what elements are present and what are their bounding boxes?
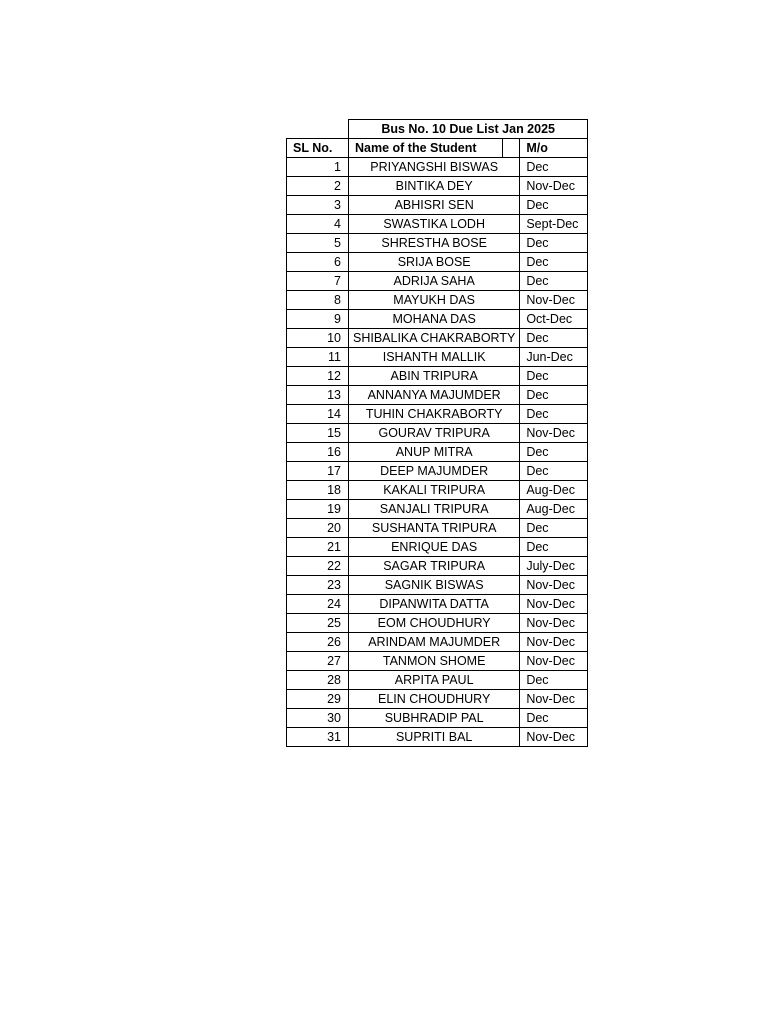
student-name-cell: SUSHANTA TRIPURA — [349, 519, 520, 538]
student-name-cell: DIPANWITA DATTA — [349, 595, 520, 614]
header-spacer-cell — [503, 139, 520, 158]
sl-no-cell: 1 — [287, 158, 349, 177]
blank-title-corner — [287, 120, 349, 139]
table-row — [287, 481, 588, 500]
due-months-cell: Nov-Dec — [520, 652, 588, 671]
due-months-cell: Dec — [520, 709, 588, 728]
sl-no-cell: 15 — [287, 424, 349, 443]
student-name-cell: SHIBALIKA CHAKRABORTY — [349, 329, 520, 348]
student-name-cell: ANUP MITRA — [349, 443, 520, 462]
table-row — [287, 424, 588, 443]
table-row — [287, 519, 588, 538]
student-name-cell: ANNANYA MAJUMDER — [349, 386, 520, 405]
due-months-cell: Aug-Dec — [520, 481, 588, 500]
due-months-cell: July-Dec — [520, 557, 588, 576]
sl-no-cell: 25 — [287, 614, 349, 633]
due-months-cell: Dec — [520, 367, 588, 386]
table-row — [287, 709, 588, 728]
sl-no-cell: 19 — [287, 500, 349, 519]
table-row — [287, 405, 588, 424]
due-months-cell: Dec — [520, 158, 588, 177]
sl-no-cell: 6 — [287, 253, 349, 272]
table-row — [287, 367, 588, 386]
sl-no-cell: 14 — [287, 405, 349, 424]
header-month: M/o — [520, 139, 588, 158]
table-row — [287, 576, 588, 595]
student-name-cell: MOHANA DAS — [349, 310, 520, 329]
header-row — [287, 139, 588, 158]
sl-no-cell: 4 — [287, 215, 349, 234]
sl-no-cell: 20 — [287, 519, 349, 538]
sl-no-cell: 26 — [287, 633, 349, 652]
due-months-cell: Dec — [520, 386, 588, 405]
table-row — [287, 329, 588, 348]
table-row — [287, 538, 588, 557]
due-months-cell: Dec — [520, 405, 588, 424]
table-row — [287, 177, 588, 196]
due-months-cell: Nov-Dec — [520, 728, 588, 747]
due-months-cell: Aug-Dec — [520, 500, 588, 519]
student-name-cell: SHRESTHA BOSE — [349, 234, 520, 253]
table-row — [287, 443, 588, 462]
sl-no-cell: 24 — [287, 595, 349, 614]
sl-no-cell: 8 — [287, 291, 349, 310]
student-name-cell: SANJALI TRIPURA — [349, 500, 520, 519]
table-row — [287, 671, 588, 690]
sl-no-cell: 11 — [287, 348, 349, 367]
due-months-cell: Nov-Dec — [520, 614, 588, 633]
table-row — [287, 633, 588, 652]
due-months-cell: Dec — [520, 462, 588, 481]
sl-no-cell: 31 — [287, 728, 349, 747]
table-row — [287, 234, 588, 253]
sl-no-cell: 10 — [287, 329, 349, 348]
table-row — [287, 614, 588, 633]
student-name-cell: MAYUKH DAS — [349, 291, 520, 310]
student-name-cell: ABIN TRIPURA — [349, 367, 520, 386]
student-name-cell: ABHISRI SEN — [349, 196, 520, 215]
due-months-cell: Sept-Dec — [520, 215, 588, 234]
table-row — [287, 652, 588, 671]
sl-no-cell: 22 — [287, 557, 349, 576]
student-name-cell: DEEP MAJUMDER — [349, 462, 520, 481]
student-name-cell: ISHANTH MALLIK — [349, 348, 520, 367]
sl-no-cell: 23 — [287, 576, 349, 595]
table-row — [287, 690, 588, 709]
student-name-cell: GOURAV TRIPURA — [349, 424, 520, 443]
due-months-cell: Nov-Dec — [520, 576, 588, 595]
student-name-cell: SUBHRADIP PAL — [349, 709, 520, 728]
sl-no-cell: 18 — [287, 481, 349, 500]
student-name-cell: KAKALI TRIPURA — [349, 481, 520, 500]
sl-no-cell: 9 — [287, 310, 349, 329]
due-months-cell: Dec — [520, 329, 588, 348]
table-row — [287, 253, 588, 272]
sl-no-cell: 27 — [287, 652, 349, 671]
student-name-cell: ENRIQUE DAS — [349, 538, 520, 557]
due-months-cell: Dec — [520, 671, 588, 690]
due-months-cell: Dec — [520, 253, 588, 272]
sl-no-cell: 13 — [287, 386, 349, 405]
due-months-cell: Dec — [520, 196, 588, 215]
header-sl-no: SL No. — [287, 139, 349, 158]
due-months-cell: Nov-Dec — [520, 291, 588, 310]
list-title: Bus No. 10 Due List Jan 2025 — [349, 120, 588, 139]
sl-no-cell: 3 — [287, 196, 349, 215]
student-name-cell: BINTIKA DEY — [349, 177, 520, 196]
due-months-cell: Nov-Dec — [520, 633, 588, 652]
student-name-cell: PRIYANGSHI BISWAS — [349, 158, 520, 177]
due-months-cell: Nov-Dec — [520, 424, 588, 443]
student-name-cell: SUPRITI BAL — [349, 728, 520, 747]
due-months-cell: Jun-Dec — [520, 348, 588, 367]
sl-no-cell: 29 — [287, 690, 349, 709]
due-months-cell: Dec — [520, 443, 588, 462]
table-row — [287, 500, 588, 519]
student-name-cell: TUHIN CHAKRABORTY — [349, 405, 520, 424]
student-name-cell: ADRIJA SAHA — [349, 272, 520, 291]
sl-no-cell: 12 — [287, 367, 349, 386]
student-rows — [287, 158, 588, 747]
student-name-cell: ARPITA PAUL — [349, 671, 520, 690]
student-name-cell: SAGAR TRIPURA — [349, 557, 520, 576]
table-row — [287, 595, 588, 614]
due-months-cell: Dec — [520, 272, 588, 291]
student-name-cell: ELIN CHOUDHURY — [349, 690, 520, 709]
sl-no-cell: 16 — [287, 443, 349, 462]
due-months-cell: Dec — [520, 538, 588, 557]
due-months-cell: Dec — [520, 519, 588, 538]
table-row — [287, 272, 588, 291]
student-name-cell: TANMON SHOME — [349, 652, 520, 671]
student-name-cell: EOM CHOUDHURY — [349, 614, 520, 633]
sl-no-cell: 28 — [287, 671, 349, 690]
sl-no-cell: 5 — [287, 234, 349, 253]
table-row — [287, 310, 588, 329]
table-row — [287, 158, 588, 177]
due-months-cell: Dec — [520, 234, 588, 253]
due-months-cell: Oct-Dec — [520, 310, 588, 329]
student-name-cell: ARINDAM MAJUMDER — [349, 633, 520, 652]
sl-no-cell: 17 — [287, 462, 349, 481]
student-name-cell: SRIJA BOSE — [349, 253, 520, 272]
student-name-cell: SAGNIK BISWAS — [349, 576, 520, 595]
due-months-cell: Nov-Dec — [520, 595, 588, 614]
due-months-cell: Nov-Dec — [520, 177, 588, 196]
header-student-name: Name of the Student — [349, 139, 503, 158]
due-months-cell: Nov-Dec — [520, 690, 588, 709]
table-row — [287, 291, 588, 310]
table-row — [287, 728, 588, 747]
due-list-sheet — [286, 119, 588, 747]
student-name-cell: SWASTIKA LODH — [349, 215, 520, 234]
table-row — [287, 386, 588, 405]
table-row — [287, 462, 588, 481]
sl-no-cell: 21 — [287, 538, 349, 557]
table-row — [287, 348, 588, 367]
sl-no-cell: 2 — [287, 177, 349, 196]
due-list-table — [286, 119, 588, 747]
sl-no-cell: 7 — [287, 272, 349, 291]
table-row — [287, 196, 588, 215]
table-row — [287, 557, 588, 576]
sl-no-cell: 30 — [287, 709, 349, 728]
title-row — [287, 120, 588, 139]
table-row — [287, 215, 588, 234]
